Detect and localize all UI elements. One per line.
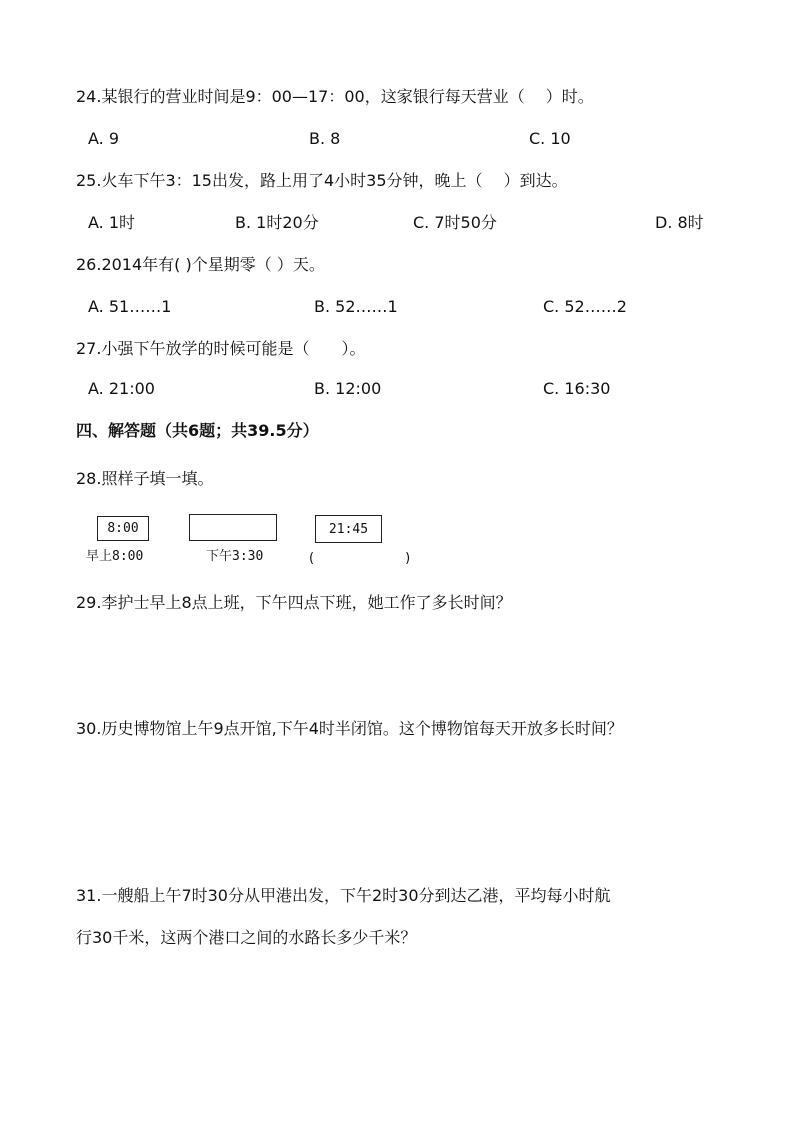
- question-28-text: 28.照样子填一填。: [76, 469, 214, 488]
- question-24-option-c: C. 10: [529, 129, 571, 148]
- question-29-text: 29.李护士早上8点上班，下午四点下班，她工作了多长时间？: [76, 593, 512, 612]
- question-31-text-line2: 行30千米，这两个港口之间的水路长多少千米？: [76, 928, 417, 947]
- clock-box-blank[interactable]: [189, 514, 277, 541]
- question-27-option-b: B. 12:00: [314, 379, 382, 398]
- clock-box-1: 8:00: [97, 516, 149, 541]
- section-4-title: 四、解答题（共6题；共39.5分）: [76, 421, 319, 440]
- question-25-option-c: C. 7时50分: [413, 213, 497, 232]
- question-27-option-c: C. 16:30: [543, 379, 611, 398]
- caption-1: 早上8:00: [86, 549, 144, 564]
- caption-2: 下午3:30: [206, 549, 264, 564]
- question-25-option-b: B. 1时20分: [235, 213, 319, 232]
- question-27-option-a: A. 21:00: [88, 379, 155, 398]
- question-26-option-a: A. 51……1: [88, 297, 172, 316]
- question-25-option-d: D. 8时: [655, 213, 704, 232]
- question-24-text: 24.某银行的营业时间是9：00—17：00，这家银行每天营业（ ）时。: [76, 87, 594, 106]
- question-30-text: 30.历史博物馆上午9点开馆,下午4时半闭馆。这个博物馆每天开放多长时间？: [76, 719, 623, 738]
- question-26-option-c: C. 52……2: [543, 297, 627, 316]
- question-26-option-b: B. 52……1: [314, 297, 398, 316]
- question-24-option-a: A. 9: [88, 129, 120, 148]
- question-25-option-a: A. 1时: [88, 213, 136, 232]
- question-25-text: 25.火车下午3：15出发，路上用了4小时35分钟，晚上（ ）到达。: [76, 171, 568, 190]
- clock-box-3: 21:45: [315, 515, 382, 543]
- caption-3-blank[interactable]: ( ): [309, 551, 411, 566]
- question-27-text: 27.小强下午放学的时候可能是（ ）。: [76, 339, 366, 358]
- question-31-text-line1: 31.一艘船上午7时30分从甲港出发，下午2时30分到达乙港，平均每小时航: [76, 886, 611, 905]
- question-26-text: 26.2014年有( )个星期零（ ）天。: [76, 255, 325, 274]
- question-24-option-b: B. 8: [309, 129, 341, 148]
